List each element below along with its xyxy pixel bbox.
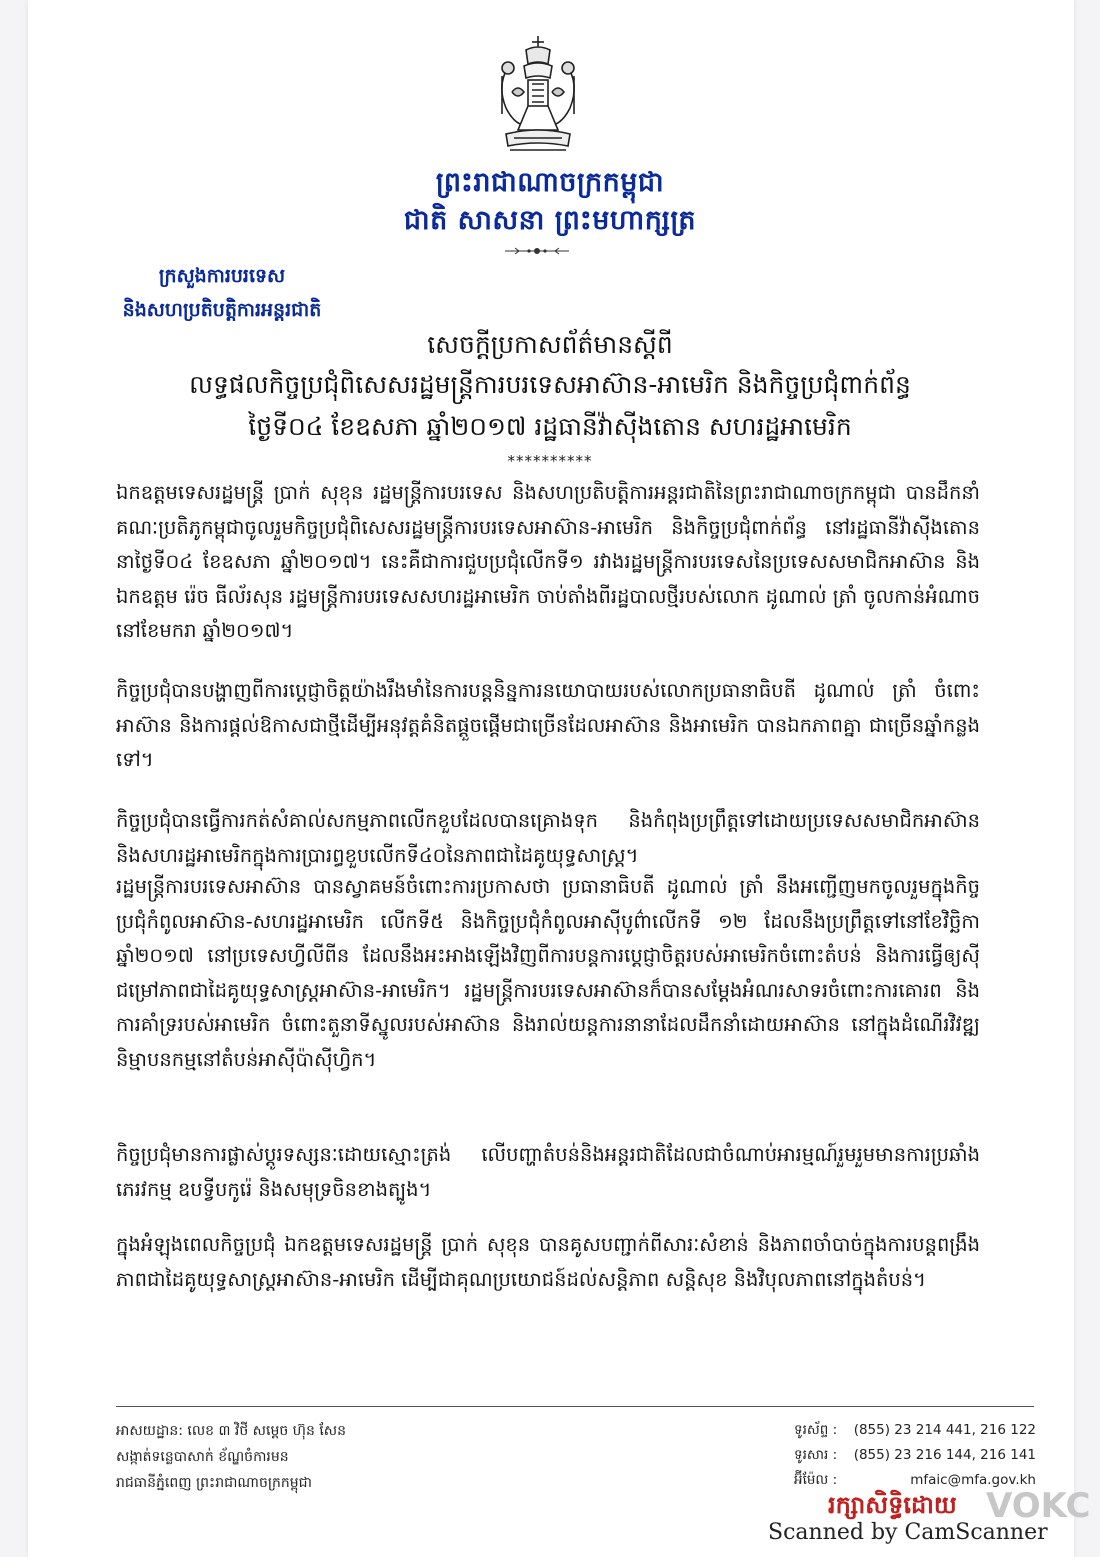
contact-label: ទូរស័ព្ទ :	[794, 1422, 838, 1438]
logo-text: VOKC	[986, 1486, 1091, 1526]
national-motto: ជាតិ សាសនា ព្រះមហាក្សត្រ	[403, 205, 697, 236]
contact-value: mfaic@mfa.gov.kh	[910, 1472, 1036, 1488]
address-line: សង្កាត់ទន្លេបាសាក់ ខ័ណ្ឌចំការមន	[116, 1449, 289, 1465]
address-line: អាសយដ្ឋាន: លេខ ៣ វិថី សម្តេច ហ៊ុន សែន	[116, 1423, 347, 1439]
watermark-rights: រក្សាសិទ្ធិដោយ	[828, 1491, 957, 1519]
footer-contacts	[794, 1418, 1036, 1493]
footer-divider	[116, 1406, 1034, 1407]
royal-emblem-icon	[488, 34, 588, 158]
paragraph-4: រដ្ឋមន្ត្រីការបរទេសអាស៊ាន បានស្វាគមន៍ចំពោះការប្រកាសថា ប្រធានាធិបតី ដូណាល់ ត្រាំ នឹងអញ្ជើញមកចូលរួមក្នុងកិច្ចប្រជុំកំពូលអាស៊ាន-សហរដ្ឋអាមេរិក លើកទី៥ និងកិច្ចប្រជុំកំពូលអាស៊ីបូព៌ាលើកទី ១២ ដែលនឹងប្រព្រឹត្តទៅនៅខែវិច្ឆិកា ឆ្នាំ២០១៧ នៅប្រទេសហ្វីលីពីន ដែលនឹងអះអាងឡើងវិញពីការបន្តការប្តេជ្ញាចិត្តរបស់អាមេរិកចំពោះតំបន់ និងការធ្វើឲ្យស៊ីជម្រៅភាពជាដៃគូយុទ្ធសាស្ត្រអាស៊ាន-អាមេរិក។ រដ្ឋមន្ត្រីការបរទេសអាស៊ានក៏បានសម្តែងអំណរសាទរចំពោះការគោរព និងការគាំទ្ររបស់អាមេរិក ចំពោះតួនាទីស្នូលរបស់អាស៊ាន និងរាល់យន្តការនានាដែលដឹកនាំដោយអាស៊ាន នៅក្នុងដំណើរវិវឌ្ឍនិម្មាបនកម្មនៅតំបន់អាស៊ីប៉ាស៊ីហ្វិក។	[116, 875, 980, 1071]
ministry-name: ក្រសួងការបរទេស	[158, 265, 286, 287]
contact-label: អ៊ីម៉ែល :	[794, 1472, 838, 1488]
document-title: សេចក្តីប្រកាសព័ត៌មានស្តីពី	[427, 330, 673, 359]
contact-value: (855) 23 216 144, 216 141	[853, 1447, 1036, 1463]
document-date-location: ថ្ងៃទី០៤ ខែឧសភា ឆ្នាំ២០១៧ រដ្ឋធានីវ៉ាស៊ីងតោន សហរដ្ឋអាមេរិក	[248, 412, 852, 441]
paragraph-2: កិច្ចប្រជុំបានបង្ហាញពីការប្តេជ្ញាចិត្តយ៉ាងរឹងមាំនៃការបន្តនិន្នការនយោបាយរបស់លោកប្រធានាធិបតី ដូណាល់ ត្រាំ ចំពោះអាស៊ាន និងការផ្តល់ឱកាសជាថ្មីដើម្បីអនុវត្តគំនិតផ្តួចផ្តើមជាច្រើនដែលអាស៊ាន និងអាមេរិក បានឯកភាពគ្នា ជាច្រើនឆ្នាំកន្លងទៅ។	[116, 679, 980, 771]
contact-phone	[794, 1418, 1036, 1443]
document-subtitle: លទ្ធផលកិច្ចប្រជុំពិសេសរដ្ឋមន្ត្រីការបរទេសអាស៊ាន-អាមេរិក និងកិច្ចប្រជុំពាក់ព័ន្ធ	[189, 370, 911, 399]
paragraph-3: កិច្ចប្រជុំបានធ្វើការកត់សំគាល់សកម្មភាពលើកខួបដែលបានគ្រោងទុក និងកំពុងប្រព្រឹត្តទៅដោយប្រទេសសមាជិកអាស៊ាន និងសហរដ្ឋអាមេរិកក្នុងការប្រារព្ធខួបលើកទី៤០នៃភាពជាដៃគូយុទ្ធសាស្ត្រ។	[116, 809, 980, 867]
contact-fax	[794, 1443, 1036, 1468]
title-separator: **********	[507, 452, 593, 470]
scanner-watermark: Scanned by CamScanner	[768, 1520, 1048, 1545]
footer-address	[116, 1418, 346, 1496]
kingdom-title: ព្រះរាជាណាចក្រកម្ពុជា	[435, 167, 665, 198]
contact-label: ទូរសារ :	[794, 1447, 838, 1463]
ornament-divider-icon	[505, 246, 569, 256]
ministry-name-line2: និងសហប្រតិបត្តិការអន្តរជាតិ	[122, 299, 322, 321]
vokc-logo-icon	[984, 1483, 1091, 1526]
contact-value: (855) 23 214 441, 216 122	[853, 1422, 1036, 1438]
address-line: រាជធានីភ្នំពេញ ព្រះរាជាណាចក្រកម្ពុជា	[116, 1475, 312, 1491]
paragraph-1: ឯកឧត្តមទេសរដ្ឋមន្ត្រី ប្រាក់ សុខុន រដ្ឋមន្ត្រីការបរទេស និងសហប្រតិបត្តិការអន្តរជាតិនៃព្រះរាជាណាចក្រកម្ពុជា បានដឹកនាំគណៈប្រតិភូកម្ពុជាចូលរួមកិច្ចប្រជុំពិសេសរដ្ឋមន្ត្រីការបរទេសអាស៊ាន-អាមេរិក និងកិច្ចប្រជុំពាក់ព័ន្ធ នៅរដ្ឋធានីវ៉ាស៊ីងតោន នាថ្ងៃទី០៤ ខែឧសភា ឆ្នាំ២០១៧។ នេះគឺជាការជួបប្រជុំលើកទី១ រវាងរដ្ឋមន្ត្រីការបរទេសនៃប្រទេសសមាជិកអាស៊ាន និងឯកឧត្តម រ៉េច ធីល័រសុន រដ្ឋមន្ត្រីការបរទេសសហរដ្ឋអាមេរិក ចាប់តាំងពីរដ្ឋបាលថ្មីរបស់លោក ដូណាល់ ត្រាំ ចូលកាន់អំណាច នៅខែមករា ឆ្នាំ២០១៧។	[116, 481, 980, 642]
paragraph-5: កិច្ចប្រជុំមានការផ្លាស់ប្តូរទស្សនៈដោយស្មោះត្រង់ លើបញ្ហាតំបន់និងអន្តរជាតិដែលជាចំណាប់អារម្មណ៍រួមរួមមានការប្រឆាំងភេរវកម្ម ឧបទ្វីបកូរ៉េ និងសមុទ្រចិនខាងត្បូង។	[116, 1143, 980, 1201]
paragraph-6: ក្នុងអំឡុងពេលកិច្ចប្រជុំ ឯកឧត្តមទេសរដ្ឋមន្ត្រី ប្រាក់ សុខុន បានគូសបញ្ជាក់ពីសារៈសំខាន់ និងភាពចាំបាច់ក្នុងការបន្តពង្រឹងភាពជាដៃគូយុទ្ធសាស្ត្រអាស៊ាន-អាមេរិក ដើម្បីជាគុណប្រយោជន៍ដល់សន្តិភាព សន្តិសុខ និងវិបុលភាពនៅក្នុងតំបន់។	[116, 1233, 980, 1291]
